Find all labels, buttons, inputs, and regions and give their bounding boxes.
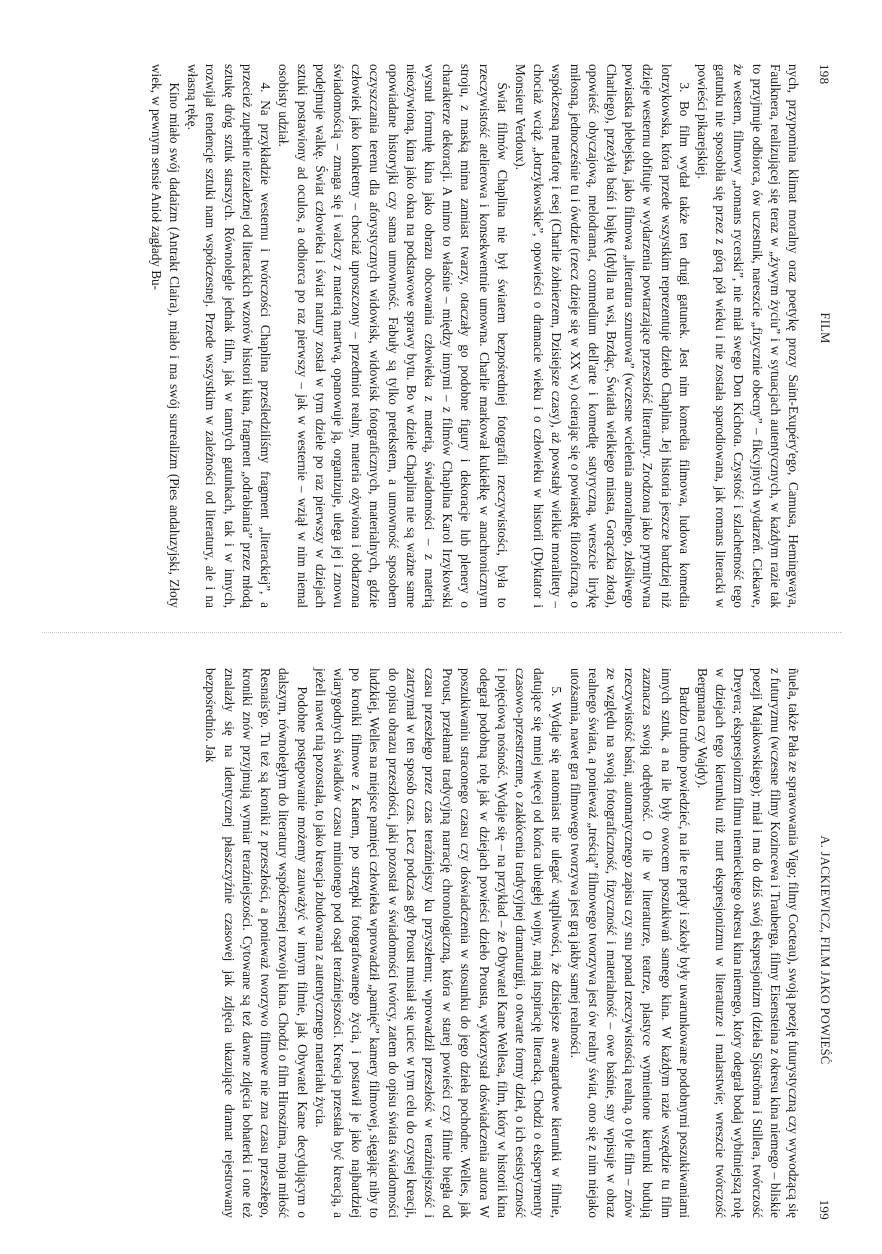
- paragraph: Bardzo trudno powiedzieć, na ile te prądy i szkoły były uwarunkowane podobnymi poszukiwaniami innych sztuk, a na ile były owocem poszukiwań samego kina. W każdym razie wszędzie tu film zaznacza swoją odrębność. O ile w literaturze, teatrze, plastyce wymienione kierunki budują rzeczywistość baśni, automatycznego zapisu czy snu ponad rzeczywistością realną, o tyle film – znów ze względu na swoją fotograficzność, fizyczność i materialność – owe baśnie, sny wpisuje w obraz realnego świata, a ponieważ „treścią” filmowego tworzywa jest ów realny świat, ono się z nim niejako utożsamia, nawet gra filmowego tworzywa jest grą jakby samej realności.: [567, 668, 692, 1218]
- paragraph: Podobne postępowanie możemy zauważyć w innym filmie, jak Obywatel Kane decydującym o dalszym, równoległym do literatury współczesnej rozwoju kina. Chodzi o film Hiroszima, moja miłość Resnais'go. Tu też są kroniki z przeszłości, a ponieważ tworzywo filmowe nie zna czasu przeszłego, kroniki znów przyjmują wymiar teraźniejszości. Cytowane są też dawne zdjęcia bohaterki i one też znalazły się na identycznej płaszczyźnie czasowej jak zdjęcia ukazujące dramat rejestrowany bezpośrednio. Jak: [203, 668, 310, 1218]
- gutter-divider: [42, 632, 842, 633]
- paragraph: 5. Wydaje się natomiast nie ulegać wątpliwości, że dzisiejsze awangardowe kierunki w filmie, datujące się mniej więcej od końca ubiegłej wojny, mają inspirację literacką. Chodzi o eksperymenty czasowo-przestrzenne, o zakłócenia tradycyjnej dramaturgii, o otwarte formy dzieł, o ich eseistyczność i pojęciową nośność. Wydaje się – na przykład – że Obywatel Kane Wellesa, film, który w historii kina odegrał podobną rolę jak w dziejach powieści dzieło Prousta, wykorzystał doświadczenia autora W poszukiwaniu straconego czasu czy doświadczenia w stosunku do jego dzieła pochodne. Welles, jak Proust, przełamał tradycyjną narrację chronologiczną, która w starej powieści czy filmie biegła od czasu przeszłego przez czas teraźniejszy ku przyszłemu; wprowadził przeszłość w teraźniejszość i zatrzymał w ten sposób czas. Lecz podczas gdy Proust musiał się uciec w tym celu do czystej kreacji, do opisu obrazu przeszłości, jaki pozostał w świadomości twórcy, zatem do opisu świata świadomości ludzkiej, Welles na miejsce pamięci człowieka wprowadził „pamięć” kamery filmowej, sięgając niby to po kroniki filmowe z Kanem, po strzępki fotografowanego życia, i postawił je jako najbardziej wiarygodnych świadków czasu minionego pod osąd teraźniejszości. Kreacja przestała być kreacją, a jeżeli nawet nią pozostała, to jako kreacja zbudowana z autentycznego materiału życia.: [312, 668, 565, 1218]
- running-head-title: FILM: [818, 312, 832, 344]
- paragraph: 4. Na przykładzie westernu i twórczości Chaplina prześledziliśmy fragment „literackiej”, a przecież zupełnie niezależnej od literackich wzorów historii kina, fragment „odrabiania” przez młodą sztukę dróg sztuk starszych. Równolegle jednak film, jak w tamtych gatunkach, tak i w innych, rozwijał tendencje sztuki nam współczesnej. Przede wszystkim w zależności od literatury, ale i na własną rękę.: [185, 64, 274, 608]
- paragraph: Kino miało swój dadaizm (Antrakt Claira), miało i ma swój surrealizm (Pies andaluzyjski, Złoty wiek, w pewnym sensie Anioł zagłady Bu-: [148, 64, 183, 608]
- text-body: [147, 64, 802, 608]
- right-page: [0, 650, 882, 1250]
- running-head: [812, 650, 832, 1250]
- paragraph: Świat filmów Chaplina nie był światem bezpośredniej fotografii rzeczywistości, była to rzeczywistość atelierowa i konsekwentnie umowna. Charlie markował kukiełkę w anachronicznym stroju, z maską mima zamiast twarzy, otaczały go podobne figury i dekoracje lub plenery o charakterze dekoracji. A mimo to właśnie – między innymi – z filmów Chaplina Karol Irzykowski wysnuł formułę kina jako obrazu obcowania człowieka z materią, świadomości – z materią nieożywioną, kina jako okna na podstawowe sprawy bytu. Bo w dziele Chaplina nie są ważne same opowiadane historyjki czy sama umowność. Fabuły są tylko pretekstem, a umowność sposobem oczyszczania terenu dla aforystycznych widowisk, widowisk fotograficznych, materialnych, gdzie człowiek jako konkretny – chociaż uproszczony – przedmiot realny, materia ożywiona i obdarzona świadomością – zmaga się i walczy z materią martwą, opanowuje ją, organizuje, ulega jej i znowu podejmuje walkę. Świat człowieka i świat natury został w tym dziele po raz pierwszy w dziejach sztuki postawiony ad oculos, a odbiorca po raz pierwszy – jak w westernie – wziął w nim niemal osobisty udział.: [276, 64, 510, 608]
- text-body: [201, 668, 802, 1218]
- paragraph: 3. Bo film wydał także ten drugi gatunek. Jest nim komedia filmowa, ludowa komedia lotrzykowska, która przede wszystkim reprezentuje dzieło Chaplina. Jej historia jeszcze bardziej niż dzieje westernu obfituje w wydarzenia powtarzające przeszłość literatury. Zrodzona jako prymitywna powiastka plebejska, jako filmowa „literatura sznurowa” (wczesne wcielenia amoralnego, złośliwego Charliego), przeżyła baśń i bajkę (Idylla na wsi, Brzdąc, Światła wielkiego miasta, Gorączka złota), opowieść obyczajową, melodramat, commedium dell'arte i komedię satyryczną, wreszcie lirykę miłosną, jednocześnie tu i ówdzie (rzecz dzieje się w XX w.) ocierając się o powiastkę filozoficzną, o współczesną metaforę i esej (Charlie żołnierzem, Dzisiejsze czasy), aż powstały wielkie moralitety – chociaż wciąż „łotrzykowskie”, opowieści o dramacie wieku i o człowieku w historii (Dyktator i Monsieur Verdoux).: [512, 64, 692, 608]
- page-number: 198: [817, 64, 832, 85]
- left-page: [0, 28, 882, 628]
- page-number: 199: [817, 1199, 832, 1220]
- running-head-title: A. JACKIEWICZ, FILM JAKO POWIEŚĆ: [818, 835, 832, 1065]
- paragraph: nych, przypomina klimat moralny oraz poetykę prozy Saint-Exupéry'ego, Camusa, Hemingwaya, Faulknera, realizującej się teraz w „żywym życiu” i w sytuacjach autentycznych, w każdym razie tak to przyjmuje odbiorca, ów uczestnik, nareszcie „fizycznie obecny” – fikcyjnych wydarzeń. Ciekawe, że western, filmowy „romans rycerski”, nie miał swego Don Kichota. Czystość i szlachetność tego gatunku nie sposobiła się przez z górą pół wieku i nie została sparodiowana, jak romans literacki w powieści pikarejskiej.: [694, 64, 801, 608]
- paragraph: ñuela, także Pała ze sprawowania Vigo; filmy Cocteau), swoją poezję futurystyczną czy wywodzącą się z futuryzmu (wczesne filmy Kozincewa i Trauberga, filmy Eisensteina z okresu kina niemego – bliskie poezji Majakowskiego); miał i ma do dziś swój ekspresjonizm (dzieła Sjöströma i Stillera, twórczość Dreyera; ekspresjonizm filmu niemieckiego okresu kina niemego, który odegrał bodaj wybitniejszą rolę w dziejach tego kierunku niż nurt ekspresjonizmu w literaturze i malarstwie; wreszcie twórczość Bergmana czy Wajdy).: [694, 668, 801, 1218]
- running-head: [812, 28, 832, 628]
